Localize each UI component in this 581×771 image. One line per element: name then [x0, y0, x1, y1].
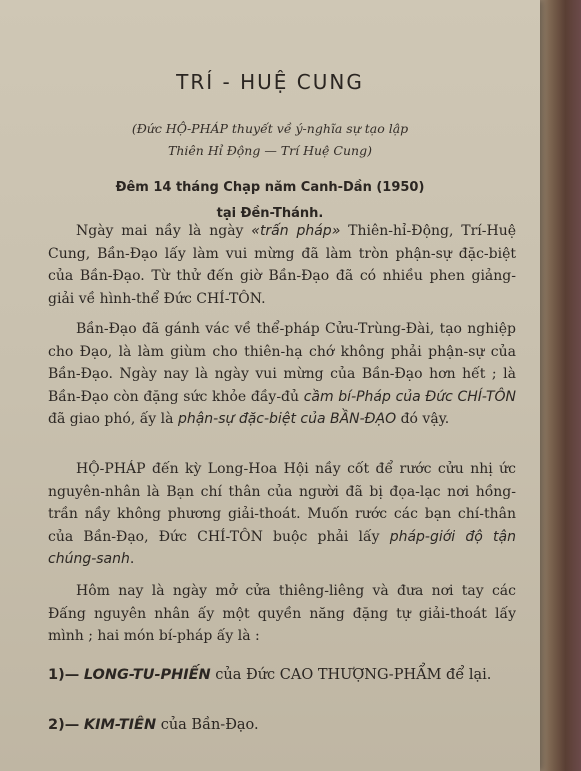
p1-emphasis: «trấn pháp»	[251, 223, 341, 239]
p2-text-c: đó vậy.	[396, 411, 450, 427]
item-rest: của Đức CAO THƯỢNG-PHẨM để lại.	[210, 667, 492, 683]
p1-text-b: Thiên-hỉ-Động, Trí-Huệ Cung, Bần-Đạo lấy làm vui mừng đã làm tròn phận-sự đặc-biệt của Bần-Đạo. Từ thử đến giờ Bần-Đạo đã có nhiều phen giảng-giải về hình-thể Đức CHÍ-TÔN.	[48, 223, 517, 307]
item-key: KIM-TIÊN	[83, 717, 157, 733]
paragraph-3	[48, 458, 516, 571]
paragraph-1	[48, 220, 516, 310]
item-rest: của Bần-Đạo.	[156, 717, 259, 733]
p1-text-a: Ngày mai nầy là ngày	[76, 223, 252, 239]
list-item	[48, 714, 520, 736]
subtitle-line-1: (Đức HỘ-PHÁP thuyết về ý-nghĩa sự tạo lập	[131, 121, 409, 136]
subtitle-line-2: Thiên Hỉ Động — Trí Huệ Cung)	[168, 143, 372, 158]
date-line-2: tại Đền-Thánh.	[216, 206, 324, 221]
page-title: TRÍ - HUỆ CUNG	[176, 70, 364, 94]
paragraph-2	[48, 318, 516, 431]
p3-emphasis: pháp-giới độ tận chúng-sanh	[48, 528, 516, 567]
item-number: 2)—	[48, 717, 80, 733]
page-subtitle	[0, 118, 540, 162]
p2-emphasis-1: cầm bí-Pháp của Đức CHÍ-TÔN	[303, 388, 516, 405]
list-item	[48, 664, 520, 686]
p2-text-b: đã giao phó, ấy là	[48, 411, 178, 427]
p3-text-a: HỘ-PHÁP đến kỳ Long-Hoa Hội nầy cốt để rước cửu nhị ức nguyên-nhân là Bạn chí thân của người đã bị đọa-lạc nơi hồng-trần nầy không phương giải-thoát. Muốn rước các bạn chí-thân của Bần-Đạo, Đức CHÍ-TÔN buộc phải lấy	[48, 461, 516, 545]
item-key: LONG-TU-PHIẾN	[83, 667, 211, 683]
p2-emphasis-2: phận-sự đặc-biệt của BẦN-ĐẠO	[177, 411, 397, 427]
date-line-1: Đêm 14 tháng Chạp năm Canh-Dần (1950)	[115, 180, 425, 195]
p3-text-b: .	[129, 551, 135, 567]
item-number: 1)—	[48, 667, 80, 683]
p2-text-a: Bần-Đạo đã gánh vác về thể-pháp Cửu-Trùng-Đài, tạo nghiệp cho Đạo, là làm giùm cho thiên-hạ chớ không phải phận-sự của Bần-Đạo. Ngày nay là ngày vui mừng của Bần-Đạo hơn hết ; là Bần-Đạo còn đặng sức khỏe đầy-đủ	[48, 321, 516, 405]
paragraph-4: Hôm nay là ngày mở cửa thiêng-liêng và đưa nơi tay các Đấng nguyên nhân ấy một quyền năng đặng tự giải-thoát lấy mình ; hai món bí-pháp ấy là :	[48, 583, 516, 644]
